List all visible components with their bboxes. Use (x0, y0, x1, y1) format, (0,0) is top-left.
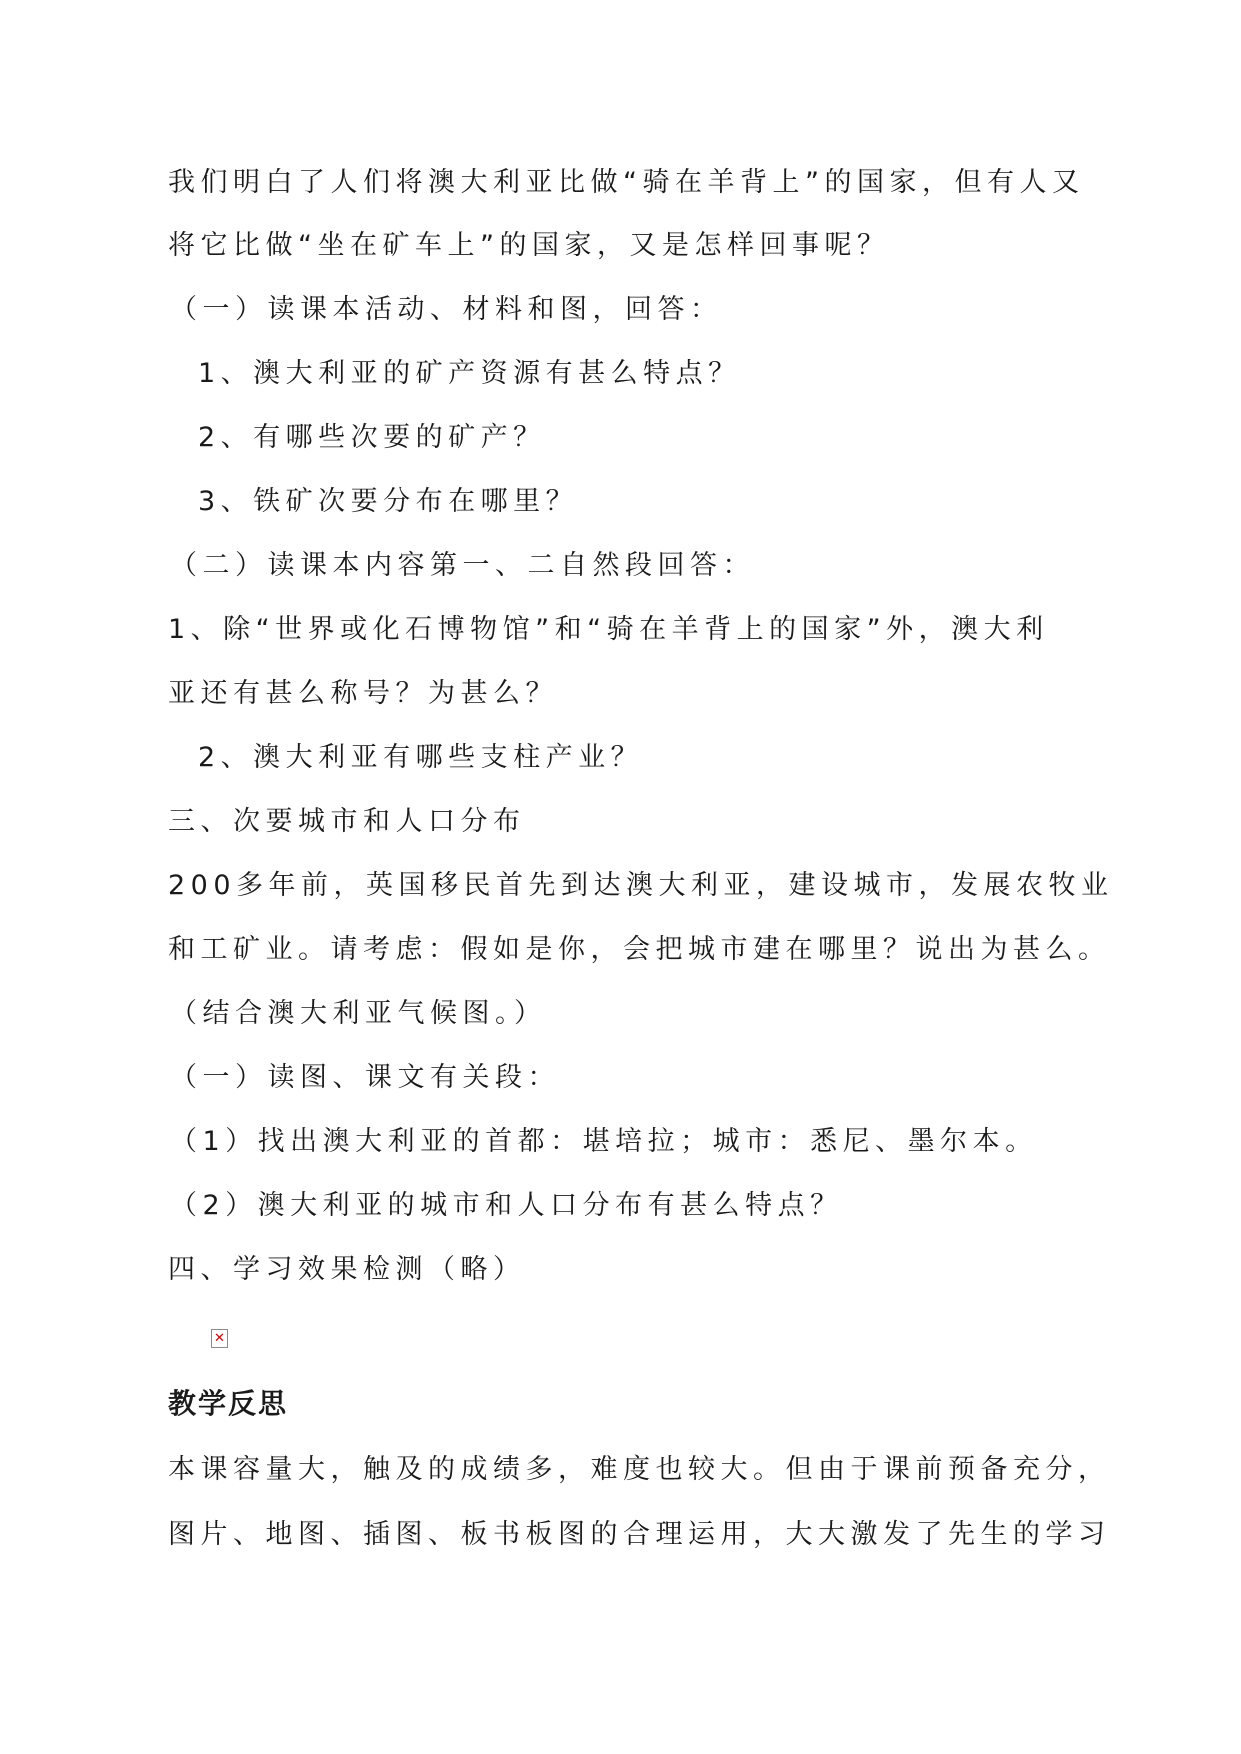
section-title: 四、学习效果检测（略） (168, 1254, 526, 1285)
question-item: 3、铁矿次要分布在哪里？ (198, 486, 579, 517)
section-question-header: （一）读课本活动、材料和图，回答： (170, 294, 723, 325)
question-item: 1、除“世界或化石博物馆”和“骑在羊背上的国家”外，澳大利 (168, 614, 1049, 645)
paragraph-line: 本课容量大，触及的成绩多，难度也较大。但由于课前预备充分， (168, 1454, 1111, 1485)
question-item: （1）找出澳大利亚的首都：堪培拉；城市：悉尼、墨尔本。 (170, 1126, 1038, 1157)
paragraph-line: 200多年前，英国移民首先到达澳大利亚，建设城市，发展农牧业 (168, 870, 1114, 901)
question-item: 2、澳大利亚有哪些支柱产业？ (198, 742, 644, 773)
paragraph-line: （结合澳大利亚气候图。） (170, 998, 547, 1029)
section-question-header: （二）读课本内容第一、二自然段回答： (170, 550, 755, 581)
section-title: 三、次要城市和人口分布 (168, 806, 526, 837)
section-question-header: （一）读图、课文有关段： (170, 1062, 560, 1093)
reflection-heading: 教学反思 (168, 1387, 289, 1420)
paragraph-line: 我们明白了人们将澳大利亚比做“骑在羊背上”的国家，但有人又 (168, 167, 1085, 198)
broken-image-icon (211, 1329, 228, 1348)
close-icon: ✕ (214, 1331, 225, 1346)
question-item: 2、有哪些次要的矿产？ (198, 422, 546, 453)
question-item: （2）澳大利亚的城市和人口分布有甚么特点？ (170, 1190, 843, 1221)
question-item: 1、澳大利亚的矿产资源有甚么特点？ (198, 358, 741, 389)
paragraph-line: 图片、地图、插图、板书板图的合理运用，大大激发了先生的学习 (168, 1519, 1111, 1550)
paragraph-line: 将它比做“坐在矿车上”的国家，又是怎样回事呢？ (168, 230, 890, 261)
paragraph-line: 和工矿业。请考虑：假如是你，会把城市建在哪里？说出为甚么。 (168, 934, 1111, 965)
paragraph-line: 亚还有甚么称号？为甚么？ (168, 678, 558, 709)
